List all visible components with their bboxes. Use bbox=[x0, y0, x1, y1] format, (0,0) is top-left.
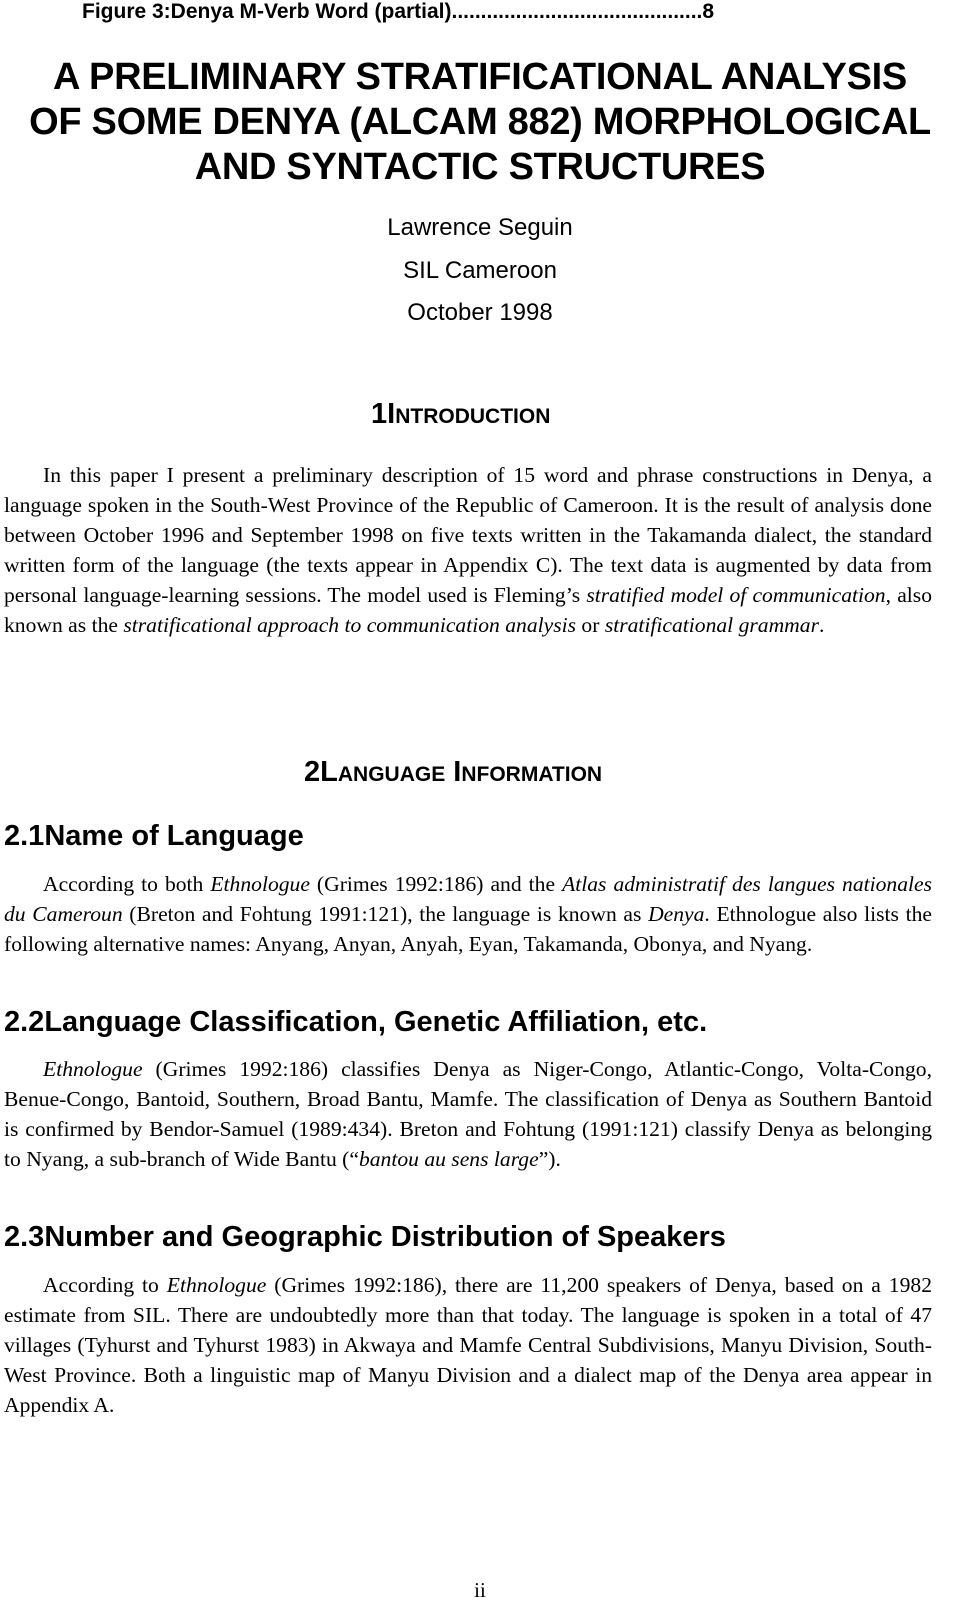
section-2-2-heading: 2.2Language Classification, Genetic Affiliation, etc. bbox=[4, 1006, 708, 1038]
classification-paragraph: Ethnologue (Grimes 1992:186) classifies Denya as Niger-Congo, Atlantic-Congo, Volta-Congo, Benue-Congo, Bantoid, Southern, Broad Bantu, Mamfe. The classification of Denya as Southern Bantoid is confirmed by Bendor-Samuel (1989:434). Breton and Fohtung (1991:121) classify Denya as belonging to Nyang, a sub-branch of Wide Bantu (“bantou au sens large”). bbox=[4, 1057, 932, 1171]
heading-initial: I bbox=[387, 398, 396, 430]
section-1-heading bbox=[371, 398, 550, 431]
page-number: ii bbox=[474, 1578, 486, 1602]
section-2-heading: 2LANGUAGE INFORMATION bbox=[304, 756, 603, 788]
title-line-2: OF SOME DENYA (ALCAM 882) MORPHOLOGICAL bbox=[29, 101, 931, 143]
toc-line: Figure 3:Denya M-Verb Word (partial)...........................................8 bbox=[82, 0, 715, 23]
document-title bbox=[0, 55, 960, 190]
organization: SIL Cameroon bbox=[403, 257, 557, 284]
heading-rest: NTRODUCTION bbox=[395, 405, 551, 428]
section-2-1-heading: 2.1Name of Language bbox=[4, 820, 304, 852]
section-2-3-heading: 2.3Number and Geographic Distribution of Speakers bbox=[4, 1221, 726, 1253]
name-of-language-paragraph: According to both Ethnologue (Grimes 1992:186) and the Atlas administratif des langues nationales du Cameroun (Breton and Fohtung 1991:121), the language is known as Denya. Ethnologue also lists the following alternative names: Anyang, Anyan, Anyah, Eyan, Takamanda, Obonya, and Nyang. bbox=[4, 872, 932, 956]
date: October 1998 bbox=[407, 299, 553, 326]
title-line-1: A PRELIMINARY STRATIFICATIONAL ANALYSIS bbox=[53, 56, 907, 98]
title-line-3: AND SYNTACTIC STRUCTURES bbox=[194, 146, 766, 188]
speakers-paragraph: According to Ethnologue (Grimes 1992:186), there are 11,200 speakers of Denya, based on a 1982 estimate from SIL. There are undoubtedly more than that today. The language is spoken in a total of 47 villages (Tyhurst and Tyhurst 1983) in Akwaya and Mamfe Central Subdivisions, Manyu Division, South-West Province. Both a linguistic map of Manyu Division and a dialect map of the Denya area appear in Appendix A. bbox=[4, 1273, 932, 1417]
author: Lawrence Seguin bbox=[387, 214, 573, 241]
section-number: 2 bbox=[304, 756, 321, 788]
section-number: 1 bbox=[371, 398, 388, 430]
introduction-paragraph: In this paper I present a preliminary description of 15 word and phrase constructions in Denya, a language spoken in the South-West Province of the Republic of Cameroon. It is the result of analysis done between October 1996 and September 1998 on five texts written in the Takamanda dialect, the standard written form of the language (the texts appear in Appendix C). The text data is augmented by data from personal language-learning sessions. The model used is Fleming’s stratified model of communication, also known as the stratificational approach to communication analysis or stratificational grammar. bbox=[4, 463, 932, 637]
